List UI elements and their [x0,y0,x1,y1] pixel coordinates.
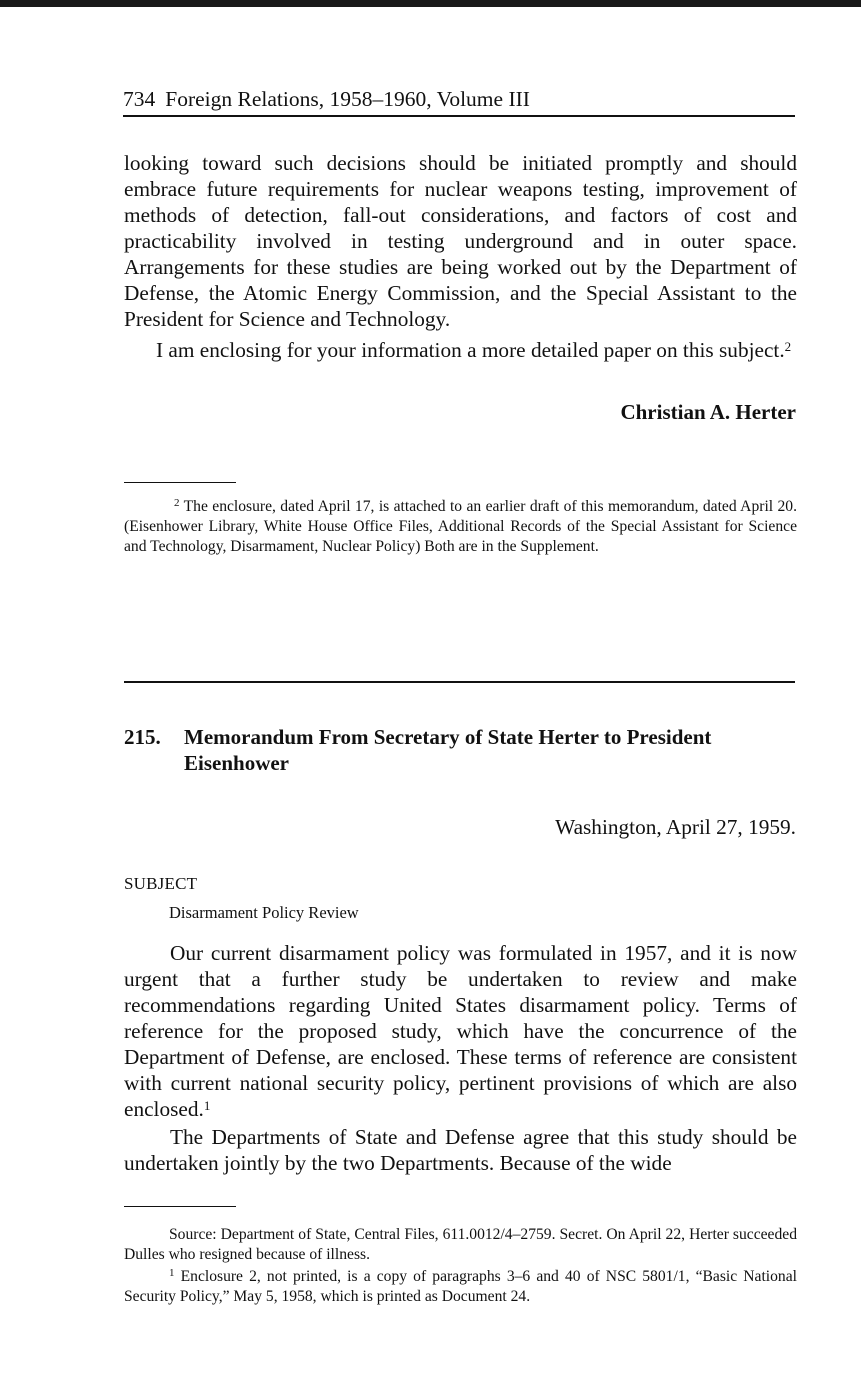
continuation-paragraph-2 [124,337,797,363]
continuation-paragraph-1: looking toward such decisions should be initiated promptly and should embrace future requirements for nuclear weapons testing, improvement of methods of detection, fall-out considerations, and factors of cost and practicability involved in testing underground and in outer space. Arrangements for these studies are being worked out by the Department of Defense, the Atomic Energy Commission, and the Special Assistant to the President for Science and Technology. [124,151,797,331]
footnote-ref-2: 2 [784,339,792,354]
footnote-1 [124,1267,797,1307]
footnote-marker: 2 [174,497,180,509]
document-title: Memorandum From Secretary of State Herter to President Eisenhower [184,725,712,775]
footnote-2 [124,497,797,557]
document-divider [124,681,795,683]
running-title: Foreign Relations, 1958–1960, Volume III [165,87,530,111]
continuation-paragraph-2-text: I am enclosing for your information a more detailed paper on this subject. [156,338,785,362]
page-top-edge [0,0,861,7]
running-header [123,84,795,117]
page-number: 734 [123,87,156,111]
signature: Christian A. Herter [620,400,796,424]
footnote-text: Enclosure 2, not printed, is a copy of paragraphs 3–6 and 40 of NSC 5801/1, “Basic National Security Policy,” May 5, 1958, which is printed as Document 24. [124,1268,797,1305]
dateline: Washington, April 27, 1959. [555,815,796,839]
subject-text: Disarmament Policy Review [169,903,359,922]
document-heading [124,724,796,776]
memo-paragraph-1-text: Our current disarmament policy was formulated in 1957, and it is now urgent that a further study be undertaken to review and make recommendations regarding United States disarmament policy. Terms of reference for the proposed study, which have the concurrence of the Department of Defense, are enclosed. These terms of reference are consistent with current national security policy, pertinent provisions of which are also enclosed. [124,941,797,1121]
footnote-marker: 1 [169,1267,175,1279]
subject-label: SUBJECT [124,874,198,893]
footnote-rule-top [124,482,236,483]
memo-paragraph-2: The Departments of State and Defense agree that this study should be undertaken jointly by the two Departments. Because of the wide [124,1125,797,1175]
footnote-rule-bottom [124,1206,236,1207]
document-number: 215. [124,725,161,749]
memo-paragraph-1 [124,940,797,1122]
source-note: Source: Department of State, Central Files, 611.0012/4–2759. Secret. On April 22, Herter succeeded Dulles who resigned because of illness. [124,1226,797,1263]
footnote-ref-1: 1 [203,1098,211,1113]
footnote-text: The enclosure, dated April 17, is attached to an earlier draft of this memorandum, dated April 20. (Eisenhower Library, White House Office Files, Additional Records of the Special Assistant for Science and Technology, Disarmament, Nuclear Policy) Both are in the Supplement. [124,498,797,555]
